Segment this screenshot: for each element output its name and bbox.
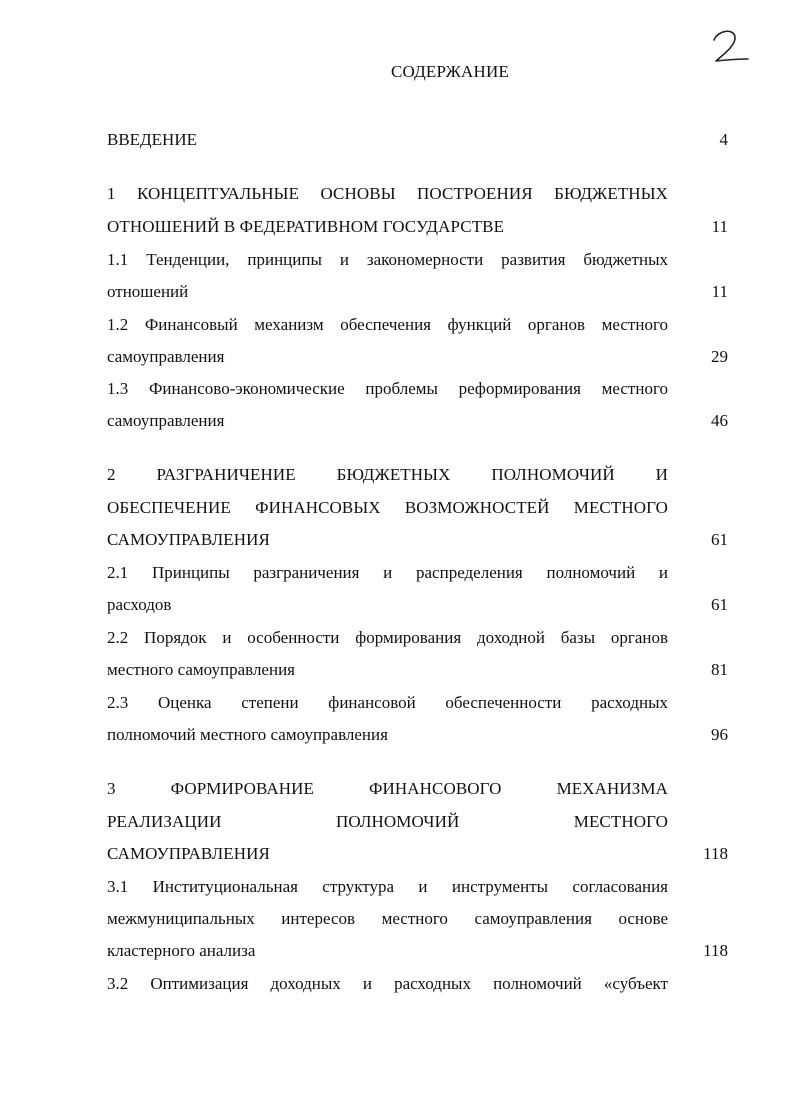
page-title: СОДЕРЖАНИЕ — [390, 62, 510, 81]
toc-ch3-line3: САМОУПРАВЛЕНИЯ — [107, 844, 270, 863]
toc-s2-2-page: 81 — [711, 660, 728, 679]
toc-ch2-line2: ОБЕСПЕЧЕНИЕ ФИНАНСОВЫХ ВОЗМОЖНОСТЕЙ МЕСТНОГО — [107, 498, 668, 517]
toc-ch2-line1: 2 РАЗГРАНИЧЕНИЕ БЮДЖЕТНЫХ ПОЛНОМОЧИЙ И — [107, 465, 668, 484]
toc-s3-1-page: 118 — [703, 941, 728, 960]
toc-s2-3-line2: полномочий местного самоуправления — [107, 725, 388, 744]
toc-s3-1-line3: кластерного анализа — [107, 941, 256, 960]
toc-s2-1-line2: расходов — [107, 595, 172, 614]
toc-s3-2-line1: 3.2 Оптимизация доходных и расходных полномочий «субъект — [107, 974, 668, 993]
toc-ch2-line3: САМОУПРАВЛЕНИЯ — [107, 530, 270, 549]
toc-intro-page: 4 — [719, 130, 728, 149]
toc-ch3-page: 118 — [703, 844, 728, 863]
toc-s2-1-line1: 2.1 Принципы разграничения и распределения полномочий и — [107, 563, 668, 582]
toc-s3-1-line1: 3.1 Институциональная структура и инструменты согласования — [107, 877, 668, 896]
toc-s1-1-line1: 1.1 Тенденции, принципы и закономерности развития бюджетных — [107, 250, 668, 269]
toc-s2-2-line1: 2.2 Порядок и особенности формирования доходной базы органов — [107, 628, 668, 647]
toc-s1-2-line1: 1.2 Финансовый механизм обеспечения функций органов местного — [107, 315, 668, 334]
toc-ch1-line2: ОТНОШЕНИЙ В ФЕДЕРАТИВНОМ ГОСУДАРСТВЕ — [107, 217, 505, 236]
toc-ch3-line1: 3 ФОРМИРОВАНИЕ ФИНАНСОВОГО МЕХАНИЗМА — [107, 779, 668, 798]
toc-s1-2-line2: самоуправления — [107, 347, 225, 366]
toc-s2-1-page: 61 — [711, 595, 728, 614]
toc-intro-text: ВВЕДЕНИЕ — [107, 130, 197, 149]
toc-s2-2-line2: местного самоуправления — [107, 660, 295, 679]
toc-ch3-line2: РЕАЛИЗАЦИИ ПОЛНОМОЧИЙ МЕСТНОГО — [107, 812, 668, 831]
toc-ch1-line1: 1 КОНЦЕПТУАЛЬНЫЕ ОСНОВЫ ПОСТРОЕНИЯ БЮДЖЕТНЫХ — [107, 184, 668, 203]
toc-s3-1-line2: межмуниципальных интересов местного самоуправления основе — [107, 909, 668, 928]
toc-s1-2-page: 29 — [711, 347, 728, 366]
toc-s2-3-line1: 2.3 Оценка степени финансовой обеспеченности расходных — [107, 693, 668, 712]
toc-s1-3-page: 46 — [711, 411, 728, 430]
toc-s1-3-line1: 1.3 Финансово-экономические проблемы реформирования местного — [107, 379, 668, 398]
toc-s1-1-line2: отношений — [107, 282, 189, 301]
toc-ch1-page: 11 — [711, 217, 728, 236]
toc-s1-1-page: 11 — [711, 282, 728, 301]
toc-s1-3-line2: самоуправления — [107, 411, 225, 430]
toc-s2-3-page: 96 — [711, 725, 728, 744]
toc-ch2-page: 61 — [711, 530, 728, 549]
